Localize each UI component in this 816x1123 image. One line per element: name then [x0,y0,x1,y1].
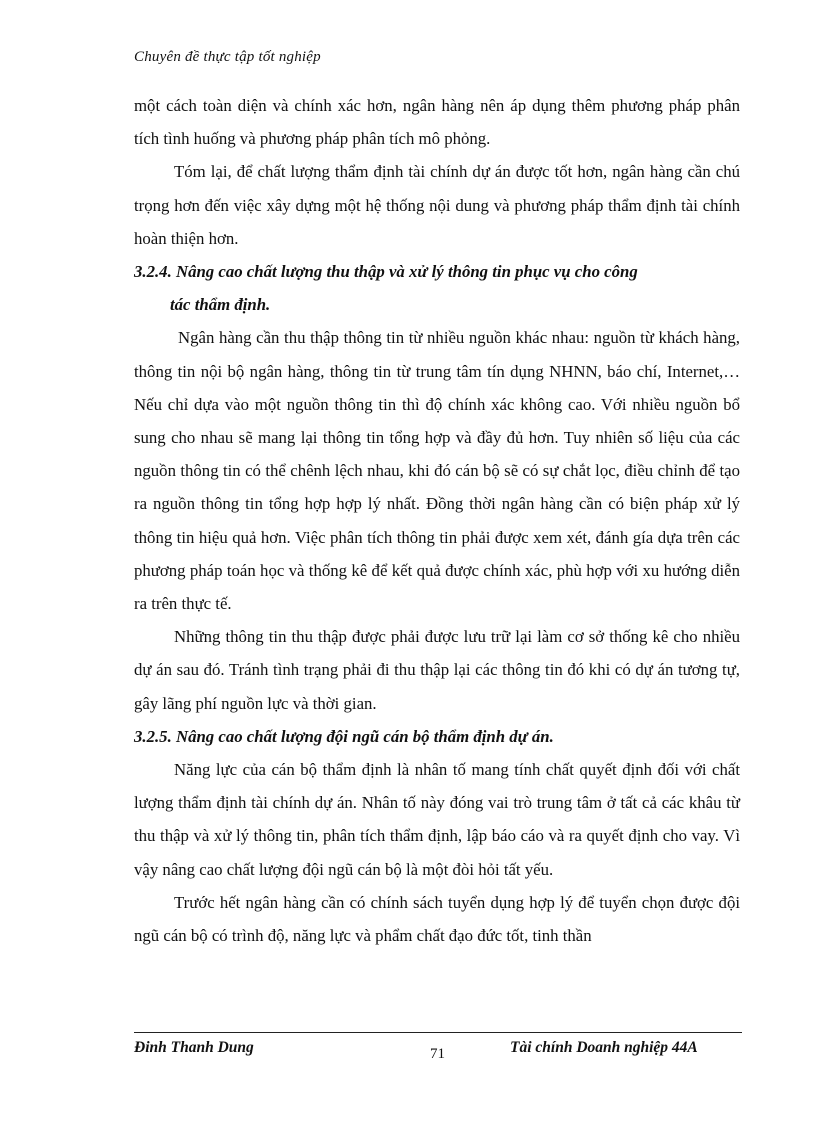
section-heading-3-2-4 [134,255,740,321]
paragraph: Những thông tin thu thập được phải được lưu trữ lại làm cơ sở thống kê cho nhiều dự án sau đó. Tránh tình trạng phải đi thu thập lại các thông tin đó khi có dự án tương tự, gây lãng phí nguồn lực và thời gian. [134,627,740,713]
paragraph: Năng lực của cán bộ thẩm định là nhân tố mang tính chất quyết định đối với chất lượng thẩm định tài chính dự án. Nhân tố này đóng vai trò trung tâm ở tất cả các khâu từ thu thập và xử lý thông tin, phân tích thẩm định, lập báo cáo và ra quyết định cho vay. Vì vậy nâng cao chất lượng đội ngũ cán bộ là một đòi hỏi tất yếu. [134,760,740,879]
section-heading-line: tác thẩm định. [170,295,271,315]
paragraph: Tóm lại, để chất lượng thẩm định tài chính dự án được tốt hơn, ngân hàng cần chú trọng hơn đến việc xây dựng một hệ thống nội dung và phương pháp thẩm định tài chính hoàn thiện hơn. [134,162,740,248]
paragraph: Trước hết ngân hàng cần có chính sách tuyển dụng hợp lý để tuyển chọn được đội ngũ cán bộ có trình độ, năng lực và phẩm chất đạo đức tốt, tinh thần [134,892,740,946]
document-body [134,89,740,952]
footer-department: Tài chính Doanh nghiệp 44A [510,1039,698,1056]
running-header: Chuyên đề thực tập tốt nghiệp [134,49,321,65]
paragraph: Ngân hàng cần thu thập thông tin từ nhiều nguồn khác nhau: nguồn từ khách hàng, thông tin nội bộ ngân hàng, thông tin từ trung tâm tín dụng NHNN, báo chí, Internet,…Nếu chỉ dựa vào một nguồn thông tin thì độ chính xác không cao. Với nhiều nguồn bổ sung cho nhau sẽ mang lại thông tin tổng hợp và đầy đủ hơn. Tuy nhiên số liệu của các nguồn thông tin có thể chênh lệch nhau, khi đó cán bộ sẽ có sự chắt lọc, điều chỉnh để tạo ra nguồn thông tin tổng hợp hợp lý nhất. Đồng thời ngân hàng cần có biện pháp xử lý thông tin hiệu quả hơn. Việc phân tích thông tin phải được xem xét, đánh gía dựa trên các phương pháp toán học và thống kê để kết quả được chính xác, phù hợp với xu hướng diễn ra trên thực tế. [134,328,740,614]
footer-divider [134,1032,742,1033]
footer-author: Đinh Thanh Dung [134,1039,254,1056]
page-number: 71 [430,1046,445,1062]
paragraph: một cách toàn diện và chính xác hơn, ngân hàng nên áp dụng thêm phương pháp phân tích tình huống và phương pháp phân tích mô phỏng. [134,96,740,149]
section-heading-3-2-5: 3.2.5. Nâng cao chất lượng đội ngũ cán bộ thẩm định dự án. [134,726,554,746]
section-heading-line: 3.2.4. Nâng cao chất lượng thu thập và xử lý thông tin phục vụ cho công [134,262,638,282]
